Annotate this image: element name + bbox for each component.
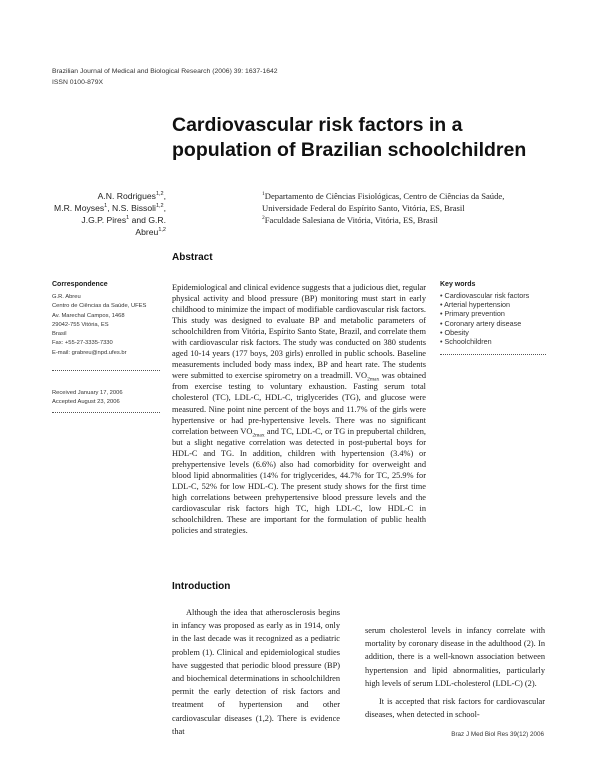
corr-fax: Fax: +55-27-3335-7330 — [52, 340, 113, 347]
corr-email: E-mail: grabreu@npd.ufes.br — [52, 349, 127, 356]
keyword-item: • Cardiovascular risk factors — [440, 291, 530, 300]
affiliation-1-cont: Universidade Federal do Espírito Santo, Vitória, ES, Brasil — [262, 203, 465, 213]
abstract-heading: Abstract — [172, 252, 213, 263]
intro-paragraph-1: Although the idea that atherosclerosis begins in infancy was proposed as early as in 1914, only in the last decade was it recognized as a pediatric problem (1). Clinical and epidemiological studies have suggested that periodic blood pressure (BP) and biochemical determinations in schoolchildren permit the early detection of risk factors and treatment of hypertension and other cardiovascular diseases (1,2). There is evidence that — [172, 608, 340, 736]
corr-name: G.R. Abreu — [52, 294, 81, 300]
author-line-2: M.R. Moyses$^1$, N.S. Bissoli$^{1,2}$, — [54, 203, 166, 213]
divider-dots — [52, 412, 160, 413]
intro-paragraph-2: It is accepted that risk factors for cardiovascular diseases, when detected in school- — [365, 697, 545, 720]
corr-street: Av. Marechal Campos, 1468 — [52, 312, 125, 319]
received-date: Received January 17, 2006 — [52, 390, 123, 396]
page-footer-citation: Braz J Med Biol Res 39(12) 2006 — [451, 731, 544, 738]
author-line-1: A.N. Rodrigues$^{1,2}$, — [97, 191, 166, 201]
intro-column-2 — [365, 624, 545, 721]
affiliation-1: $^1$Departamento de Ciências Fisiológicas, Centro de Ciências da Saúde, — [262, 191, 505, 201]
keyword-item: • Obesity — [440, 327, 469, 337]
abstract-body: Epidemiological and clinical evidence suggests that a judicious diet, regular physical activity and blood pressure (BP) monitoring must start in early childhood to minimize the impact of modifiable cardiovascular risk factors. This study was designed to evaluate BP and metabolic parameters of schoolchildren from Vitória, Espírito Santo State, Brazil, and correlate them with cardiovascular risk factors. The study was conducted on 380 students aged 10-14 years (177 boys, 203 girls) enrolled in public schools. Baseline measurements included body mass index, BP and heart rate. The students were submitted to exercise spirometry on a treadmill. $VO_{2max}$ was obtained from exercise testing to voluntary exhaustion. Fasting serum total cholesterol (TC), LDL-C, HDL-C, triglycerides (TG), and glucose were measured. Nine point nine percent of the boys and 11.7% of the girls were hypertensive or had pre-hypertensive levels. There was no significant correlation between $VO_{2max}$ and TC, LDL-C, or TG in prepubertal children, but a slight negative correlation was detected in post-pubertal boys for HDL-C and TG. In addition, children with hypertension (3.4%) or prehypertensive levels (6.6%) also had comorbidity for overweight and blood lipid abnormalities (14% for triglycerides, 44.7% for TC, 25.9% for LDL-C, 52% for low HDL-C). The present study shows for the first time high correlations between prehypertensive blood pressure levels and the cardiovascular risk factors high TC, high LDL-C, low HDL-C in schoolchildren. These are important for the formulation of public health policies and strategies. — [172, 283, 426, 536]
article-title — [172, 113, 552, 163]
corr-inst: Centro de Ciências da Saúde, UFES — [52, 303, 147, 310]
keyword-item: • Schoolchildren — [440, 337, 492, 347]
keyword-item: • Arterial hypertension — [440, 300, 511, 310]
journal-issn: ISSN 0100-879X — [52, 78, 104, 86]
introduction-heading: Introduction — [172, 581, 231, 592]
keyword-item: • Coronary artery disease — [440, 318, 522, 328]
corr-city: 29042-755 Vitória, ES — [52, 321, 109, 328]
affiliation-list — [262, 190, 562, 226]
intro-paragraph-1-cont: serum cholesterol levels in infancy correlate with mortality by coronary disease in the adulthood (2). In addition, there is a well-known association between hypertension and lipid abnormalities, particularly high levels of serum LDL-cholesterol (LDL-C) (2). — [365, 626, 545, 688]
correspondence-heading: Correspondence — [52, 281, 108, 288]
intro-column-1 — [172, 606, 340, 738]
author-list — [52, 190, 166, 238]
correspondence-block — [52, 293, 162, 358]
journal-citation: Brazilian Journal of Medical and Biological Research (2006) 39: 1637-1642 — [52, 68, 278, 75]
affiliation-2: $^2$Faculdade Salesiana de Vitória, Vitória, ES, Brasil — [262, 215, 438, 225]
title-line-2: population of Brazilian schoolchildren — [172, 139, 527, 161]
keywords-list — [440, 291, 560, 346]
keyword-item: • Primary prevention — [440, 309, 505, 319]
author-line-3: J.G.P. Pires$^1$ and G.R. Abreu$^{1,2}$ — [81, 215, 166, 237]
keywords-heading: Key words — [440, 281, 476, 288]
dates-block — [52, 389, 162, 408]
divider-dots — [52, 370, 160, 371]
title-line-1: Cardiovascular risk factors in a — [172, 114, 463, 136]
divider-dots — [440, 354, 546, 355]
corr-country: Brasil — [52, 331, 67, 338]
journal-header — [52, 67, 278, 88]
accepted-date: Accepted August 23, 2006 — [52, 399, 120, 406]
